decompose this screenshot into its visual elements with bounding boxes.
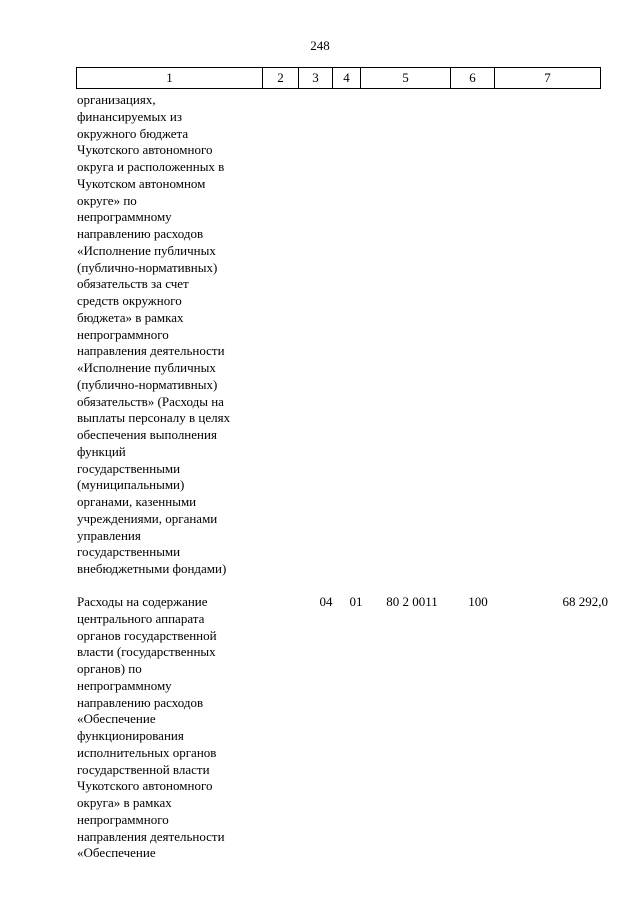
header-col-3: 3 [299, 68, 333, 89]
description-line: обеспечения выполнения [77, 427, 217, 442]
page-number: 248 [310, 38, 330, 53]
description-line: центрального аппарата [77, 610, 205, 626]
description-line: исполнительных органов [77, 744, 217, 760]
description-line: обязательств за счет [77, 276, 189, 292]
description-line: округа и расположенных в [77, 159, 225, 174]
header-row [77, 68, 601, 89]
description-line: непрограммного [77, 811, 169, 827]
header-col-2: 2 [263, 68, 299, 89]
header-col-5: 5 [361, 68, 451, 89]
expense-type-code: 100 [468, 594, 488, 609]
header-col-4: 4 [333, 68, 361, 89]
description-line: выплаты персоналу в целях [77, 410, 231, 426]
description-line: «Исполнение публичных [77, 242, 216, 258]
header-col-7: 7 [495, 68, 601, 89]
description-line: учреждениями, органами [77, 510, 218, 526]
header-col-6: 6 [451, 68, 495, 89]
description-line: Чукотском автономном [77, 175, 206, 191]
description-line: функционирования [77, 728, 184, 743]
target-article-code: 80 2 0011 [386, 594, 438, 609]
description-line: «Исполнение публичных [77, 360, 216, 375]
description-line: Чукотского автономного [77, 142, 213, 158]
description-line: средств окружного [77, 293, 182, 308]
description-line: округа» в рамках [77, 795, 172, 810]
description-line: (муниципальными) [77, 477, 185, 493]
description-line: государственной власти [77, 761, 210, 777]
description-line: Расходы на содержание [77, 594, 208, 609]
description-line: (публично-нормативных) [77, 259, 218, 275]
description-line: государственными [77, 460, 181, 476]
description-line: округе» по [77, 192, 137, 208]
description-line: окружного бюджета [77, 125, 189, 141]
description-line: организациях, [77, 92, 156, 107]
description-line: направлению расходов [77, 694, 204, 710]
row-description [77, 594, 262, 862]
description-line: (публично-нормативных) [77, 376, 218, 392]
description-line: бюджета» в рамках [77, 309, 184, 325]
description-line: «Обеспечение [77, 711, 156, 727]
description-line: направления деятельности [77, 828, 225, 844]
row-description [77, 92, 262, 578]
description-line: обязательств» (Расходы на [77, 393, 224, 409]
description-line: функций [77, 443, 126, 459]
description-line: «Обеспечение [77, 845, 156, 861]
description-line: органов государственной [77, 627, 217, 643]
description-line: государственными [77, 544, 181, 560]
description-line: финансируемых из [77, 108, 183, 124]
description-line: направлению расходов [77, 226, 204, 241]
amount: 68 292,0 [562, 594, 608, 609]
column-number-header [76, 67, 601, 89]
description-line: Чукотского автономного [77, 778, 213, 794]
description-line: власти (государственных [77, 644, 216, 660]
subsection-code: 01 [349, 594, 363, 609]
description-line: направления деятельности [77, 343, 225, 359]
section-code: 04 [319, 594, 333, 609]
description-line: органами, казенными [77, 494, 197, 509]
description-line: управления [77, 527, 141, 543]
description-line: непрограммному [77, 209, 172, 225]
description-line: непрограммному [77, 677, 172, 693]
description-line: непрограммного [77, 326, 169, 342]
description-line: органов) по [77, 661, 142, 676]
description-line: внебюджетными фондами) [77, 561, 227, 576]
header-col-1: 1 [77, 68, 263, 89]
